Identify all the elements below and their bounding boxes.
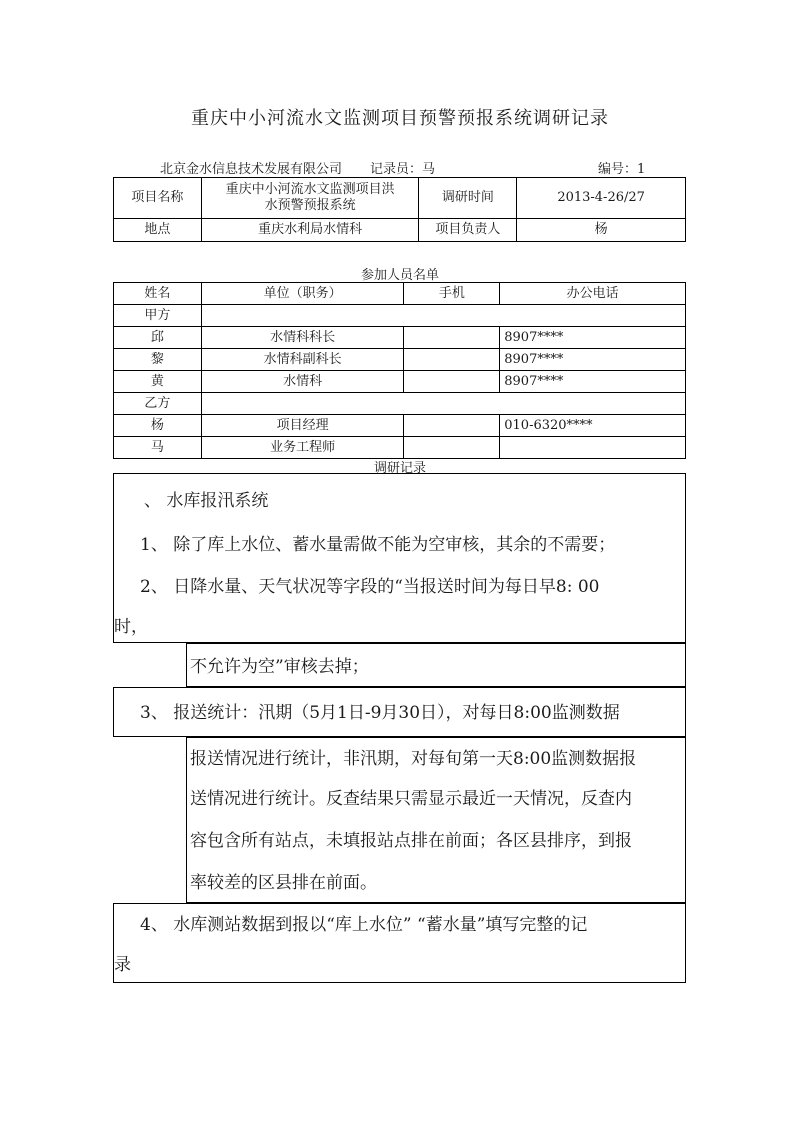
record-item-1: 1、 除了库上水位、蓄水量需做不能为空审核，其余的不需要； [140,535,616,555]
party-a-label: 甲方 [114,305,202,327]
person-mobile [404,415,500,437]
person-name: 杨 [114,415,202,437]
person-phone: 8907**** [500,327,686,349]
record-item-3-cont: 送情况进行统计。反查结果只需显示最近一天情况，反查内 [190,789,632,809]
record-item-3-cont: 容包含所有站点，未填报站点排在前面；各区县排序，到报 [190,831,632,851]
person-mobile [404,437,500,459]
header-unit: 单位（职务） [201,283,404,305]
project-name-line: 重庆中小河流水文监测项目洪 [225,182,395,197]
party-b-span [201,393,685,415]
page-title: 重庆中小河流水文监测项目预警预报系统调研记录 [191,108,609,129]
person-phone: 010-6320**** [500,415,686,437]
header-mobile: 手机 [404,283,500,305]
person-name: 马 [114,437,202,459]
record-item-4: 4、 水库测站数据到报以“库上水位” “蓄水量”填写完整的记 [140,915,588,935]
person-name: 黎 [114,349,202,371]
participants-table [113,282,686,459]
person-phone [500,437,686,459]
table-row [114,178,686,219]
person-name: 黄 [114,371,202,393]
record-heading: 、 水库报汛系统 [144,491,269,511]
project-info-table [113,177,686,242]
person-mobile [404,371,500,393]
participants-caption: 参加人员名单 [360,268,439,283]
project-name-label: 项目名称 [114,178,202,219]
records-caption: 调研记录 [373,461,426,476]
person-name: 邱 [114,327,202,349]
person-unit: 水情科科长 [201,327,404,349]
project-name-line: 水预警预报系统 [264,198,356,213]
table-row [114,327,686,349]
header-name: 姓名 [114,283,202,305]
party-a-row [114,305,686,327]
table-row [114,371,686,393]
party-b-label: 乙方 [114,393,202,415]
person-phone: 8907**** [500,371,686,393]
record-block-3 [113,687,686,737]
person-mobile [404,327,500,349]
table-row [114,219,686,242]
header-phone: 办公电话 [500,283,686,305]
record-item-2-cont: 时， [114,617,148,637]
record-item-2: 2、 日降水量、天气状况等字段的“当报送时间为每日早8: 00 [140,577,600,597]
place-label: 地点 [114,219,202,242]
project-lead-value: 杨 [517,219,686,242]
record-block-4 [186,737,686,903]
project-name-value [201,178,419,219]
record-item-3: 3、 报送统计：汛期（5月1日-9月30日），对每日8:00监测数据 [140,703,620,723]
record-block-5 [113,903,686,983]
survey-time-label: 调研时间 [419,178,517,219]
person-unit: 水情科 [201,371,404,393]
place-value: 重庆水利局水情科 [201,219,419,242]
record-item-3-cont: 报送情况进行统计，非汛期，对每旬第一天8:00监测数据报 [190,749,637,769]
document-number: 编号：1 [598,162,646,177]
company-name: 北京金水信息技术发展有限公司 [160,162,343,177]
project-lead-label: 项目负责人 [419,219,517,242]
table-row [114,415,686,437]
record-block-2 [186,643,686,687]
table-header-row [114,283,686,305]
person-unit: 业务工程师 [201,437,404,459]
person-phone: 8907**** [500,349,686,371]
survey-time-value: 2013-4-26/27 [517,178,686,219]
party-b-row [114,393,686,415]
recorder-label: 记录员：马 [370,162,436,177]
record-item-3-cont: 率较差的区县排在前面。 [190,873,377,893]
record-item-4-cont: 录 [114,955,131,975]
record-block-1 [113,473,686,643]
table-row [114,349,686,371]
person-unit: 水情科副科长 [201,349,404,371]
record-item-2-cont: 不允许为空”审核去掉； [190,657,369,677]
person-mobile [404,349,500,371]
person-unit: 项目经理 [201,415,404,437]
party-a-span [201,305,685,327]
table-row [114,437,686,459]
